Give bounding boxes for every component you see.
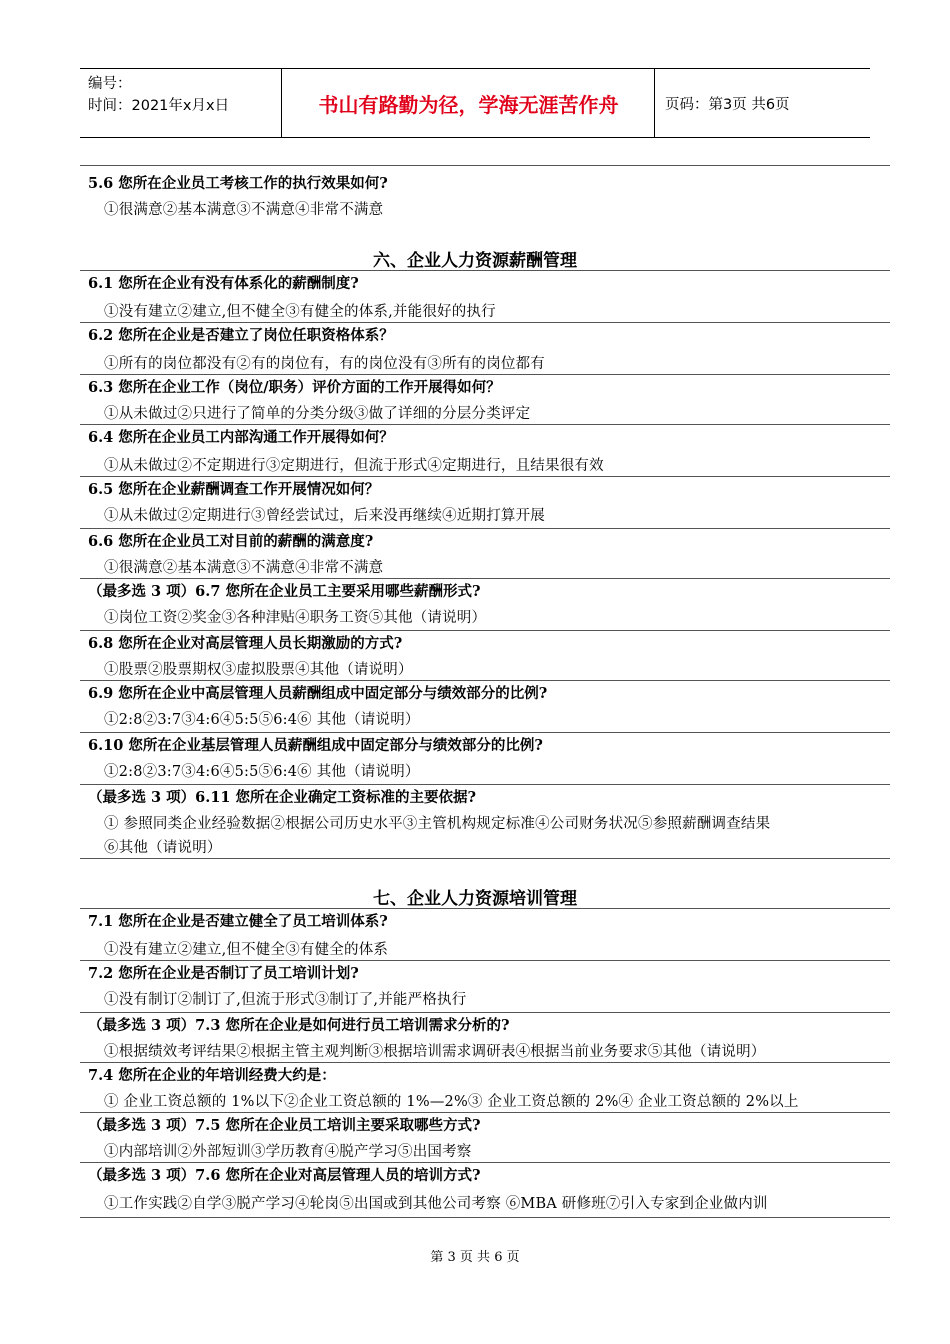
row-divider	[80, 476, 890, 477]
row-divider	[80, 630, 890, 631]
row-divider	[80, 528, 890, 529]
answer-options: ①很满意②基本满意③不满意④非常不满意	[104, 560, 384, 576]
header-motto: 书山有路勤为径，学海无涯苦作舟	[283, 69, 655, 137]
answer-options: ①所有的岗位都没有②有的岗位有，有的岗位没有③所有的岗位都有	[104, 356, 545, 372]
question-text: （最多选 3 项）6.7 您所在企业员工主要采用哪些薪酬形式?	[88, 583, 481, 600]
header-number-label: 编号：	[88, 76, 132, 92]
row-divider	[80, 858, 890, 859]
answer-options: ①2:8②3:7③4:6④5:5⑤6:4⑥ 其他（请说明）	[104, 764, 420, 780]
question-text: 6.3 您所在企业工作（岗位/职务）评价方面的工作开展得如何？	[88, 379, 501, 396]
page-header	[80, 68, 870, 138]
row-divider	[80, 578, 890, 579]
row-divider	[80, 424, 890, 425]
question-text: 6.2 您所在企业是否建立了岗位任职资格体系？	[88, 327, 394, 344]
question-text: （最多选 3 项）7.6 您所在企业对高层管理人员的培训方式?	[88, 1167, 481, 1184]
answer-options: ⑥其他（请说明）	[104, 840, 222, 856]
row-divider	[80, 322, 890, 323]
header-meta	[80, 69, 282, 137]
page-footer: 第 3 页 共 6 页	[430, 1250, 520, 1265]
question-text: 7.2 您所在企业是否制订了员工培训计划?	[88, 965, 359, 982]
answer-options: ①工作实践②自学③脱产学习④轮岗⑤出国或到其他公司考察 ⑥MBA 研修班⑦引入专家到企业做内训	[104, 1196, 768, 1212]
question-text: 6.4 您所在企业员工内部沟通工作开展得如何？	[88, 429, 394, 446]
answer-options: ①内部培训②外部短训③学历教育④脱产学习⑤出国考察	[104, 1144, 472, 1160]
question-text: 6.10 您所在企业基层管理人员薪酬组成中固定部分与绩效部分的比例?	[88, 737, 543, 754]
answer-options: ①从未做过②只进行了简单的分类分级③做了详细的分层分类评定	[104, 406, 531, 422]
row-divider	[80, 1062, 890, 1063]
question-text: 6.5 您所在企业薪酬调查工作开展情况如何？	[88, 481, 380, 498]
row-divider	[80, 1112, 890, 1113]
section-heading: 七、企业人力资源培训管理	[373, 889, 577, 909]
question-text: 6.6 您所在企业员工对目前的薪酬的满意度?	[88, 533, 374, 550]
question-text: 6.8 您所在企业对高层管理人员长期激励的方式?	[88, 635, 403, 652]
section-heading: 六、企业人力资源薪酬管理	[373, 251, 577, 271]
answer-options: ①没有建立②建立,但不健全③有健全的体系,并能很好的执行	[104, 304, 496, 320]
question-text: 7.4 您所在企业的年培训经费大约是：	[88, 1067, 336, 1084]
answer-options: ①股票②股票期权③虚拟股票④其他（请说明）	[104, 662, 413, 678]
question-text: 6.1 您所在企业有没有体系化的薪酬制度?	[88, 275, 359, 292]
row-divider	[80, 1217, 890, 1218]
answer-options: ①从未做过②定期进行③曾经尝试过，后来没再继续④近期打算开展	[104, 508, 545, 524]
question-text: （最多选 3 项）7.5 您所在企业员工培训主要采取哪些方式?	[88, 1117, 481, 1134]
header-page-info: 页码：第3页 共6页	[665, 96, 790, 113]
row-divider	[80, 680, 890, 681]
row-divider	[80, 784, 890, 785]
answer-options: ① 企业工资总额的 1%以下②企业工资总额的 1%—2%③ 企业工资总额的 2%④ 企业工资总额的 2%以上	[104, 1094, 799, 1110]
row-divider	[80, 960, 890, 961]
answer-options: ① 参照同类企业经验数据②根据公司历史水平③主管机构规定标准④公司财务状况⑤参照薪酬调查结果	[104, 816, 771, 832]
question-text: （最多选 3 项）6.11 您所在企业确定工资标准的主要依据?	[88, 789, 477, 806]
answer-options: ①没有建立②建立,但不健全③有健全的体系	[104, 942, 389, 958]
header-date-label: 时间：2021年x月x日	[88, 98, 230, 114]
answer-options: ①没有制订②制订了,但流于形式③制订了,并能严格执行	[104, 992, 467, 1008]
answer-options: ①岗位工资②奖金③各种津贴④职务工资⑤其他（请说明）	[104, 610, 487, 626]
answer-options: ①根据绩效考评结果②根据主管主观判断③根据培训需求调研表④根据当前业务要求⑤其他（请说明）	[104, 1044, 766, 1060]
row-divider	[80, 1012, 890, 1013]
row-divider	[80, 374, 890, 375]
question-text: （最多选 3 项）7.3 您所在企业是如何进行员工培训需求分析的?	[88, 1017, 510, 1034]
row-divider	[80, 165, 890, 166]
answer-options: ①很满意②基本满意③不满意④非常不满意	[104, 202, 384, 218]
answer-options: ①2:8②3:7③4:6④5:5⑤6:4⑥ 其他（请说明）	[104, 712, 420, 728]
question-text: 5.6 您所在企业员工考核工作的执行效果如何?	[88, 175, 388, 192]
question-text: 7.1 您所在企业是否建立健全了员工培训体系?	[88, 913, 388, 930]
row-divider	[80, 1162, 890, 1163]
row-divider	[80, 732, 890, 733]
answer-options: ①从未做过②不定期进行③定期进行，但流于形式④定期进行，且结果很有效	[104, 458, 604, 474]
question-text: 6.9 您所在企业中高层管理人员薪酬组成中固定部分与绩效部分的比例?	[88, 685, 548, 702]
